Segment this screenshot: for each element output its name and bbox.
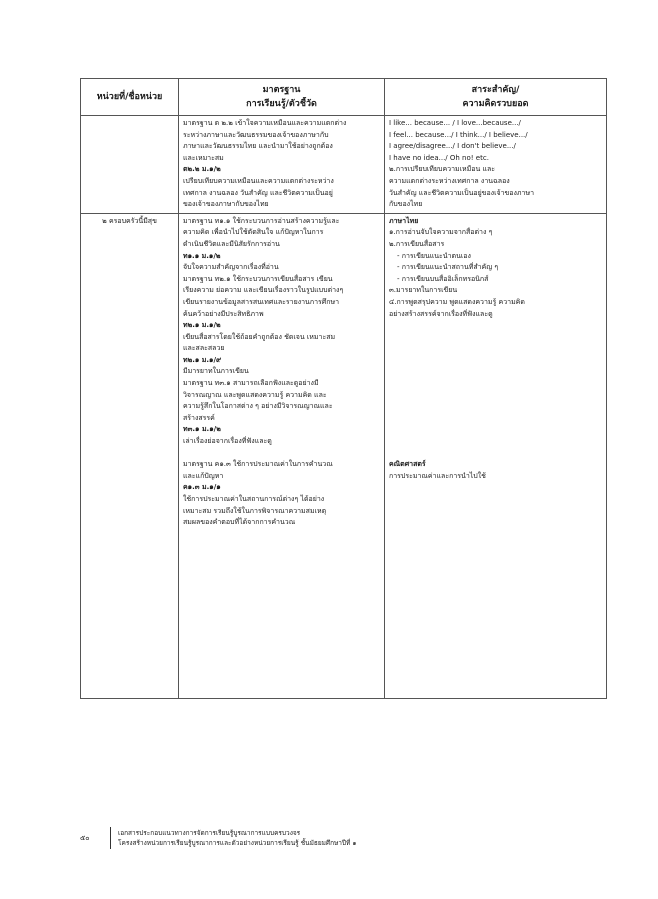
standard-line: ท๒.๑ ม.๑/๙ — [183, 355, 222, 364]
concept-line: I have no idea.../ Oh no! etc. — [389, 153, 489, 162]
concept-line: - การเขียนแนะนำสถานที่สำคัญ ๆ — [397, 263, 499, 272]
unit-cell — [81, 213, 179, 698]
standard-line: และเหมาะสม — [183, 153, 224, 162]
standard-line — [183, 448, 380, 460]
standard-line: ดำเนินชีวิตและมีนิสัยรักการอ่าน — [183, 239, 280, 248]
standard-line: ท๓.๑ ม.๑/๒ — [183, 425, 221, 434]
concept-line: การประมาณค่าและการนำไปใช้ — [389, 471, 486, 480]
standard-line: ระหว่างภาษาและวัฒนธรรมของเจ้าของภาษากับ — [183, 130, 329, 139]
concept-line: คณิตศาสตร์ — [389, 460, 426, 469]
footer-divider — [110, 827, 111, 849]
footer-line-2: โครงสร้างหน่วยการเรียนรู้บูรณาการและตัวอย่างหน่วยการเรียนรู้ ชั้นมัธยมศึกษาปีที่ ๑ — [118, 839, 357, 847]
table-row — [81, 213, 607, 698]
standard-line: เรียงความ ย่อความ และเขียนเรื่องราวในรูปแบบต่างๆ — [183, 286, 344, 295]
table-header-row — [81, 79, 607, 116]
standard-line: สมผลของคำตอบที่ได้จากการคำนวณ — [183, 518, 296, 527]
standard-line: วิจารณญาณ และพูดแสดงความรู้ ความคิด และ — [183, 390, 327, 399]
footer-line-1: เอกสารประกอบแนวทางการจัดการเรียนรู้บูรณาการแบบครบวงจร — [118, 829, 301, 837]
unit-cell — [81, 116, 179, 214]
standard-line: ค้นคว้าอย่างมีประสิทธิภาพ — [183, 309, 264, 318]
concept-line: ภาษาไทย — [389, 216, 419, 225]
concept-line — [389, 366, 602, 378]
standard-line: ท๑.๑ ม.๑/๒ — [183, 251, 221, 260]
page-number: ๕๐ — [80, 834, 90, 842]
concept-line: I feel... because.../ I think.../ I believe.../ — [389, 130, 528, 139]
standard-line: มาตรฐาน ค๑.๓ ใช้การประมาณค่าในการคำนวณ — [183, 460, 333, 469]
page-footer — [80, 827, 600, 851]
concept-line: - การเขียนบนสื่ออิเล็กทรอนิกส์ — [397, 274, 489, 283]
standard-line: เปรียบเทียบความเหมือนและความแตกต่างระหว่าง — [183, 176, 334, 185]
standard-line: เขียนรายงานข้อมูลสารสนเทศและรายงานการศึกษา — [183, 297, 339, 306]
standard-line: เหมาะสม รวมถึงใช้ในการพิจารณาความสมเหตุ — [183, 506, 327, 515]
concept-line: ๑.การอ่านจับใจความจากสื่อต่าง ๆ — [389, 228, 493, 237]
standard-line: มาตรฐาน ท๒.๑ ใช้กระบวนการเขียนสื่อสาร เขียน — [183, 274, 333, 283]
concept-line: ความแตกต่างระหว่างเทศกาล งานฉลอง — [389, 176, 510, 185]
standards-cell — [179, 213, 385, 698]
standard-line: เขียนสื่อสารโดยใช้ถ้อยคำถูกต้อง ชัดเจน เหมาะสม — [183, 332, 336, 341]
header-standards: มาตรฐาน การเรียนรู้/ตัวชี้วัด — [179, 79, 385, 116]
concept-line — [389, 424, 602, 436]
concept-line: I like... because... / I love...because.../ — [389, 119, 521, 127]
standards-cell — [179, 116, 385, 214]
standard-line: ของเจ้าของภาษากับของไทย — [183, 200, 269, 209]
concept-line — [389, 448, 602, 460]
standard-line: มาตรฐาน ท๑.๑ ใช้กระบวนการอ่านสร้างความรู้และ — [183, 216, 340, 225]
header-unit: หน่วยที่/ชื่อหน่วย — [81, 79, 179, 116]
standard-line: สร้างสรรค์ — [183, 413, 215, 422]
table-row — [81, 116, 607, 214]
concept-line: กับของไทย — [389, 200, 423, 209]
concept-line — [389, 390, 602, 402]
standard-line: ความคิด เพื่อนำไปใช้ตัดสินใจ แก้ปัญหาในการ — [183, 228, 324, 237]
standard-line: มาตรฐาน ท๓.๑ สามารถเลือกฟังและดูอย่างมี — [183, 379, 319, 388]
standard-line: ความรู้สึกในโอกาสต่าง ๆ อย่างมีวิจารณญาณและ — [183, 402, 333, 411]
concept-line: ๒.การเขียนสื่อสาร — [389, 239, 445, 248]
standard-line: ภาษาและวัฒนธรรมไทย และนำมาใช้อย่างถูกต้อง — [183, 142, 333, 151]
standard-line: มาตรฐาน ต ๒.๒ เข้าใจความเหมือนและความแตกต่าง — [183, 119, 347, 127]
concept-line — [389, 401, 602, 413]
concept-line: ๒.การเปรียบเทียบความเหมือน และ — [389, 165, 496, 174]
concept-line — [389, 332, 602, 344]
concept-line: ๓.มารยาทในการเขียน — [389, 286, 458, 295]
concept-line: I agree/disagree.../ I don't believe.../ — [389, 142, 516, 151]
standard-line: ค๑.๓ ม.๑/๑ — [183, 483, 221, 492]
concept-line — [389, 355, 602, 367]
concept-line: ๔.การพูดสรุปความ พูดแสดงความรู้ ความคิด — [389, 297, 525, 306]
standard-line: และสละสลวย — [183, 344, 225, 353]
concept-line — [389, 413, 602, 425]
curriculum-table — [80, 78, 607, 699]
concept-line — [389, 343, 602, 355]
header-concepts: สาระสำคัญ/ ความคิดรวบยอด — [385, 79, 607, 116]
unit-title: ๒ ครอบครัวนี้มีสุข — [102, 216, 157, 225]
concept-line — [389, 378, 602, 390]
concepts-cell — [385, 116, 607, 214]
standard-line: ต๒.๒ ม.๑/๒ — [183, 165, 221, 174]
standard-line: และแก้ปัญหา — [183, 471, 224, 480]
concept-line — [389, 320, 602, 332]
standard-line: มีมารยาทในการเขียน — [183, 367, 249, 376]
standard-line: เทศกาล งานฉลอง วันสำคัญ และชีวิตความเป็นอยู่ — [183, 188, 333, 197]
concept-line: - การเขียนแนะนำตนเอง — [397, 251, 471, 260]
standard-line: ใช้การประมาณค่าในสถานการณ์ต่างๆ ได้อย่าง — [183, 495, 325, 503]
concept-line: อย่างสร้างสรรค์จากเรื่องที่ฟังและดู — [389, 309, 493, 318]
standard-line: จับใจความสำคัญจากเรื่องที่อ่าน — [183, 263, 279, 272]
concepts-cell — [385, 213, 607, 698]
standard-line: เล่าเรื่องย่อจากเรื่องที่ฟังและดู — [183, 437, 272, 446]
concept-line: วันสำคัญ และชีวิตความเป็นอยู่ของเจ้าของภาษา — [389, 188, 534, 197]
concept-line — [389, 436, 602, 448]
standard-line: ท๒.๑ ม.๑/๒ — [183, 321, 221, 330]
